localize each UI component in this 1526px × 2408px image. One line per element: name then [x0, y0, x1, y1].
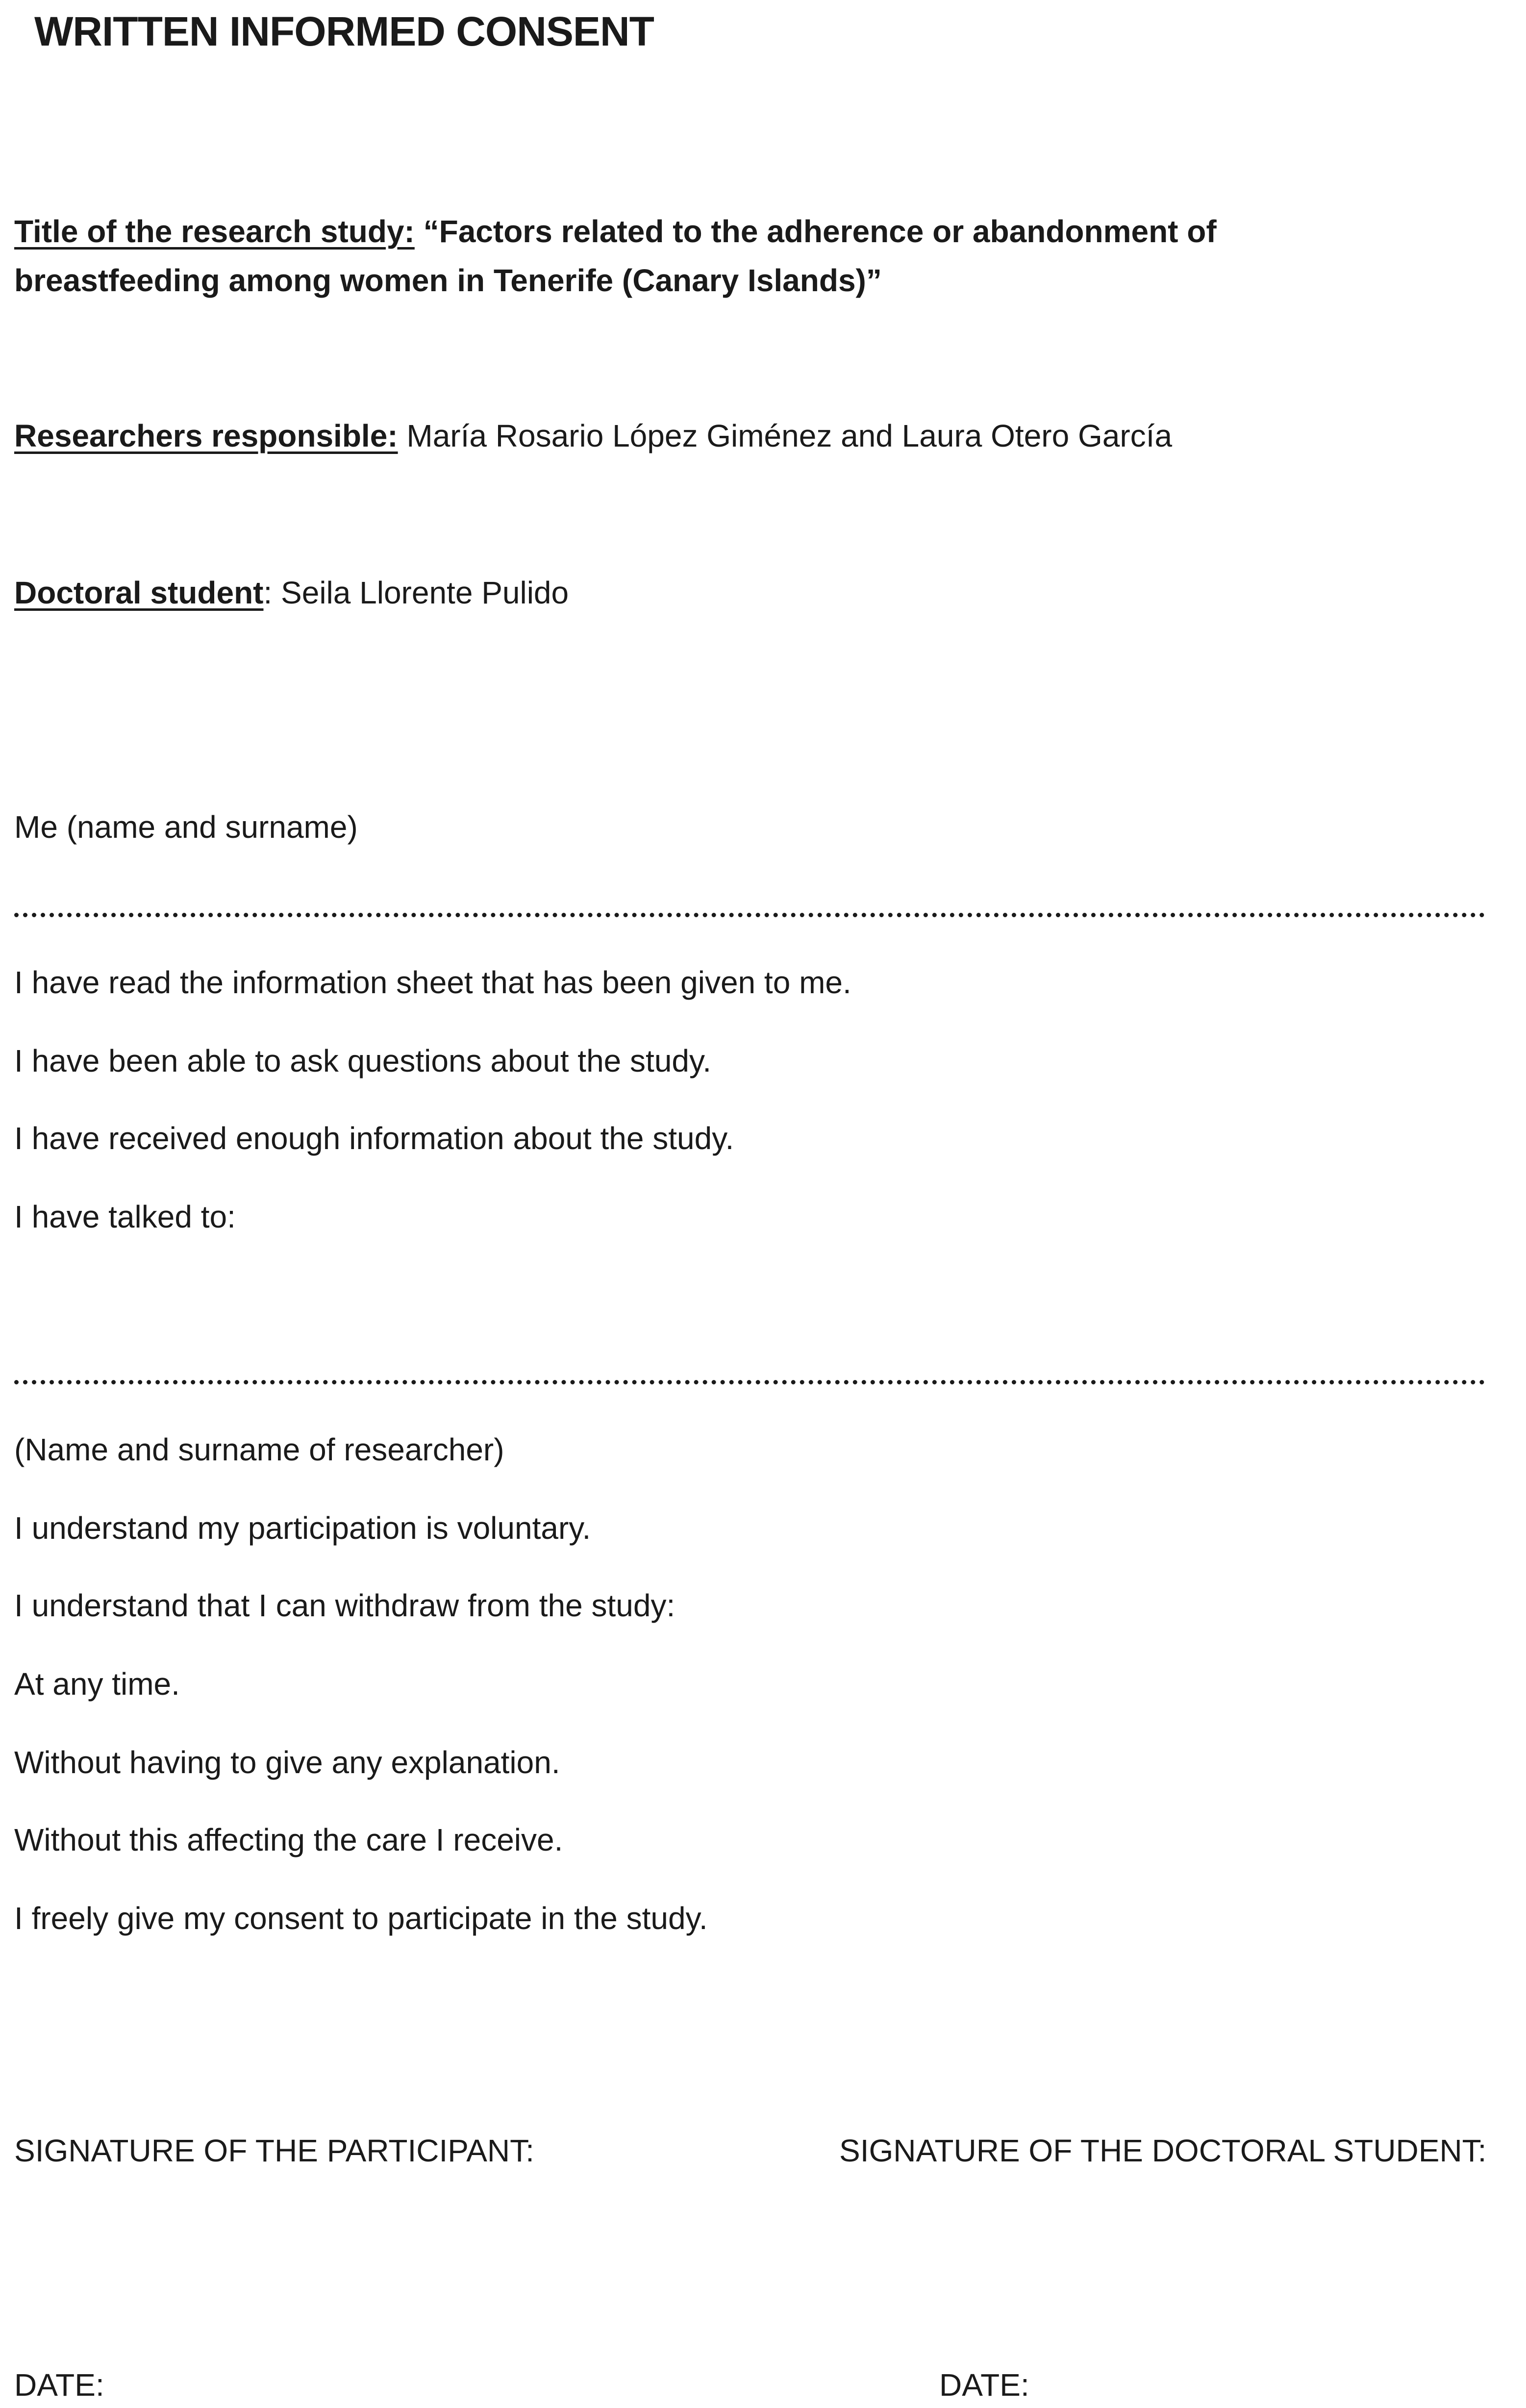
statement-read-sheet: I have read the information sheet that has been given to me. — [14, 965, 851, 1000]
date-student-label: DATE: — [939, 2367, 1029, 2403]
researchers-label: Researchers responsible: — [14, 418, 398, 453]
document-heading: WRITTEN INFORMED CONSENT — [34, 8, 654, 54]
signature-student-label: SIGNATURE OF THE DOCTORAL STUDENT: — [839, 2133, 1487, 2168]
statement-enough-info: I have received enough information about the study. — [14, 1121, 734, 1156]
study-title-line-2: breastfeeding among women in Tenerife (Canary Islands)” — [14, 263, 882, 298]
participant-name-label: Me (name and surname) — [14, 809, 358, 845]
student-value: : Seila Llorente Pulido — [263, 575, 569, 610]
participant-name-blank[interactable] — [14, 913, 1485, 917]
statement-no-explanation: Without having to give any explanation. — [14, 1745, 560, 1780]
statement-any-time: At any time. — [14, 1666, 180, 1702]
researchers-line — [14, 420, 1172, 452]
study-title-value-1: “Factors related to the adherence or abandonment of — [423, 214, 1217, 249]
student-label: Doctoral student — [14, 575, 264, 610]
researchers-value: María Rosario López Giménez and Laura Otero García — [398, 418, 1173, 453]
statement-ask-questions: I have been able to ask questions about the study. — [14, 1043, 712, 1079]
student-line — [14, 577, 569, 608]
statement-talked-to: I have talked to: — [14, 1199, 236, 1234]
study-title-label: Title of the research study: — [14, 214, 415, 249]
signature-participant-label: SIGNATURE OF THE PARTICIPANT: — [14, 2133, 534, 2168]
statement-withdraw: I understand that I can withdraw from the study: — [14, 1588, 675, 1623]
researcher-name-label: (Name and surname of researcher) — [14, 1432, 504, 1467]
statement-care-unaffected: Without this affecting the care I receive. — [14, 1822, 563, 1857]
statement-freely-consent: I freely give my consent to participate in the study. — [14, 1901, 708, 1936]
statement-voluntary: I understand my participation is voluntary. — [14, 1510, 591, 1546]
researcher-name-blank[interactable] — [14, 1380, 1485, 1384]
study-title-line-1 — [14, 216, 1217, 247]
date-participant-label: DATE: — [14, 2367, 104, 2403]
